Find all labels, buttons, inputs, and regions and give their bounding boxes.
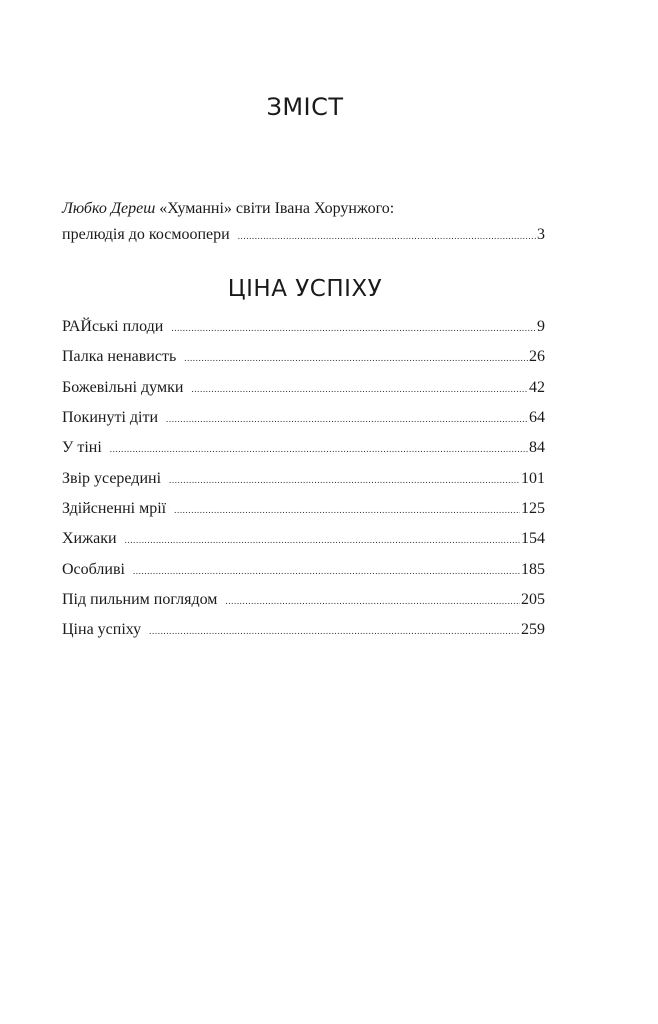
preface-title-part1: «Хуманні» світи Івана Хорунжого:	[155, 200, 395, 217]
preface-author: Любко Дереш	[62, 200, 156, 217]
toc-entry[interactable]	[62, 500, 545, 522]
page-number: 84	[529, 439, 545, 456]
dot-leader	[166, 415, 528, 424]
page-number: 26	[529, 348, 545, 365]
toc-entry-title: РАЙські плоди	[62, 318, 164, 335]
page-number: 185	[521, 561, 545, 578]
toc-entry[interactable]	[62, 409, 545, 431]
dot-leader	[133, 567, 520, 576]
preface-entry[interactable]	[62, 226, 545, 248]
dot-leader	[149, 627, 520, 636]
toc-entry[interactable]	[62, 439, 545, 461]
toc-entry-title: Під пильним поглядом	[62, 591, 218, 608]
part-title: ЦІНА УСПІХУ	[227, 276, 383, 302]
dot-leader	[171, 324, 536, 333]
dot-leader	[191, 385, 528, 394]
toc-entry[interactable]	[62, 470, 545, 492]
toc-entry-title: Звір усередині	[62, 470, 162, 487]
toc-entry-title: Особливі	[62, 561, 125, 578]
dot-leader	[169, 476, 520, 485]
contents-title: ЗМІСТ	[266, 93, 344, 121]
toc-entry[interactable]	[62, 379, 545, 401]
toc-entry-title: У тіні	[62, 439, 102, 456]
page-number: 3	[537, 226, 545, 243]
toc-entry[interactable]	[62, 561, 545, 583]
page-number: 205	[521, 591, 545, 608]
toc-entry[interactable]	[62, 591, 545, 613]
toc-entry-title: Хижаки	[62, 530, 117, 547]
toc-entry-title: Палка ненависть	[62, 348, 177, 365]
dot-leader	[110, 445, 528, 454]
dot-leader	[125, 536, 520, 545]
dot-leader	[225, 597, 520, 606]
page-number: 101	[521, 470, 545, 487]
page-number: 64	[529, 409, 545, 426]
toc-entry[interactable]	[62, 621, 545, 643]
toc-entry-title: Здійсненні мрії	[62, 500, 167, 517]
dot-leader	[174, 506, 520, 515]
preface-title-part2: прелюдія до космоопери	[62, 226, 230, 243]
page-number: 154	[521, 530, 545, 547]
toc-entry[interactable]	[62, 318, 545, 340]
dot-leader	[238, 232, 536, 241]
page-number: 259	[521, 621, 545, 638]
toc-entry-title: Покинуті діти	[62, 409, 159, 426]
page-number: 42	[529, 379, 545, 396]
toc-entry[interactable]	[62, 348, 545, 370]
toc-entry-title: Божевільні думки	[62, 379, 184, 396]
toc-entry-title: Ціна успіху	[62, 621, 142, 638]
page-number: 9	[537, 318, 545, 335]
preface-entry-line1	[62, 200, 394, 218]
page-number: 125	[521, 500, 545, 517]
toc-entry[interactable]	[62, 530, 545, 552]
dot-leader	[184, 354, 528, 363]
